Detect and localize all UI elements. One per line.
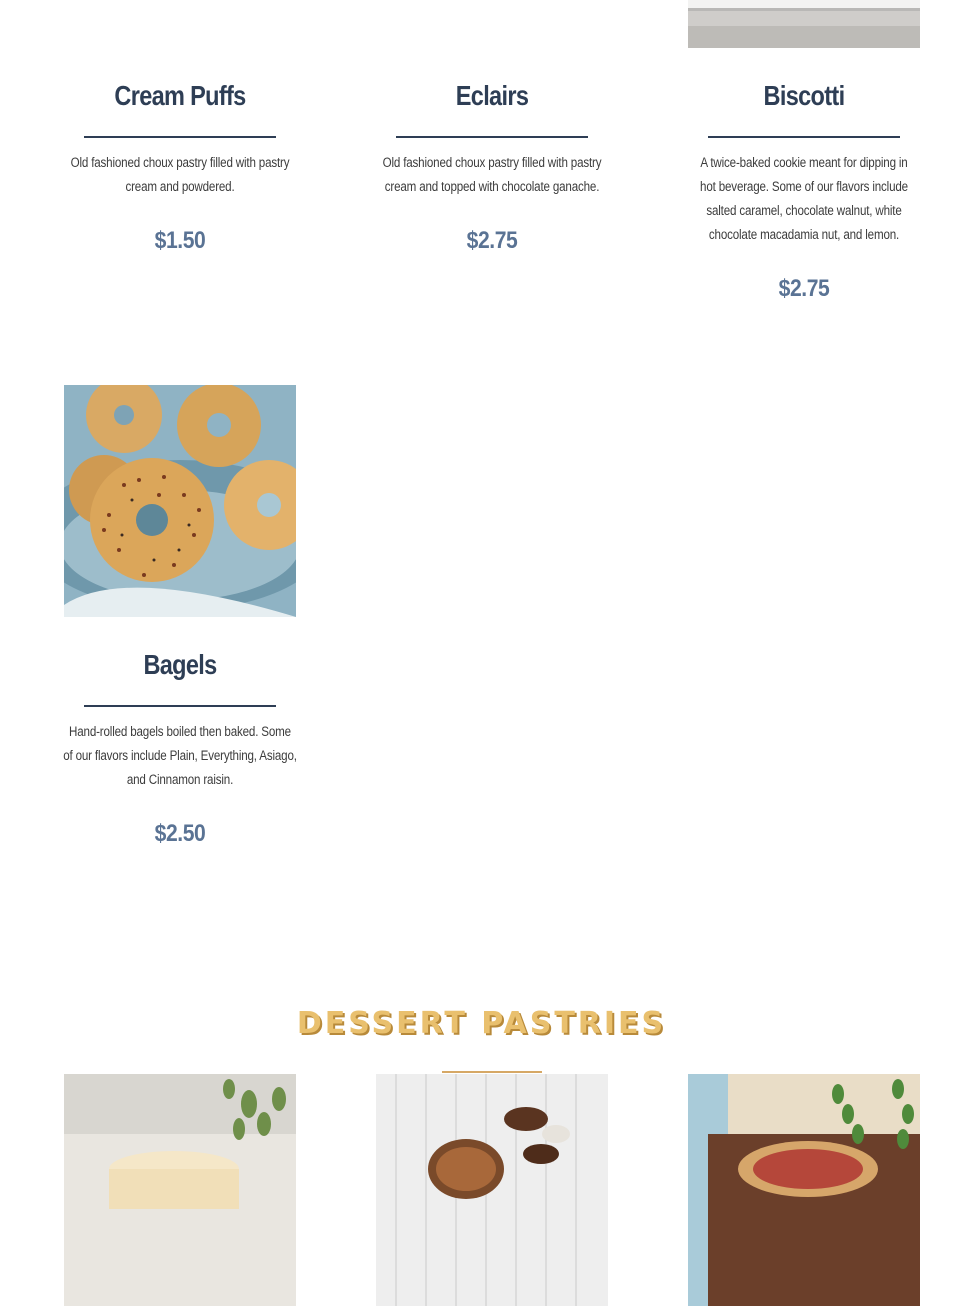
title-divider [708, 136, 900, 138]
item-description-biscotti: A twice-baked cookie meant for dipping in hot beverage. Some of our flavors include salted caramel, chocolate walnut, white chocolate macadamia nut, and lemon. [700, 155, 908, 242]
dessert-image-chocolate [376, 1074, 608, 1306]
bagels-image [64, 385, 296, 617]
title-divider [396, 136, 588, 138]
item-price-biscotti: $2.75 [778, 275, 830, 302]
item-title-biscotti: Biscotti [763, 80, 845, 111]
item-title-eclairs: Eclairs [455, 80, 529, 111]
item-price-eclairs: $2.75 [466, 227, 518, 254]
section-divider [442, 1071, 542, 1073]
item-description-eclairs: Old fashioned choux pastry filled with pastry cream and topped with chocolate ganache. [382, 155, 602, 194]
dessert-image-tart [688, 1074, 920, 1306]
item-description-cream-puffs: Old fashioned choux pastry filled with pastry cream and powdered. [70, 155, 290, 194]
item-title-cream-puffs: Cream Puffs [114, 80, 246, 111]
title-divider [84, 136, 276, 138]
section-heading-dessert-pastries: DESSERT PASTRIES [296, 1006, 667, 1041]
item-title-bagels: Bagels [143, 649, 217, 680]
item-price-bagels: $2.50 [154, 820, 206, 847]
biscotti-image [688, 0, 920, 48]
item-price-cream-puffs: $1.50 [154, 227, 206, 254]
title-divider [84, 705, 276, 707]
dessert-image-cheesecake [64, 1074, 296, 1306]
item-description-bagels: Hand-rolled bagels boiled then baked. Some of our flavors include Plain, Everything, Asiago, and Cinnamon raisin. [63, 724, 297, 787]
